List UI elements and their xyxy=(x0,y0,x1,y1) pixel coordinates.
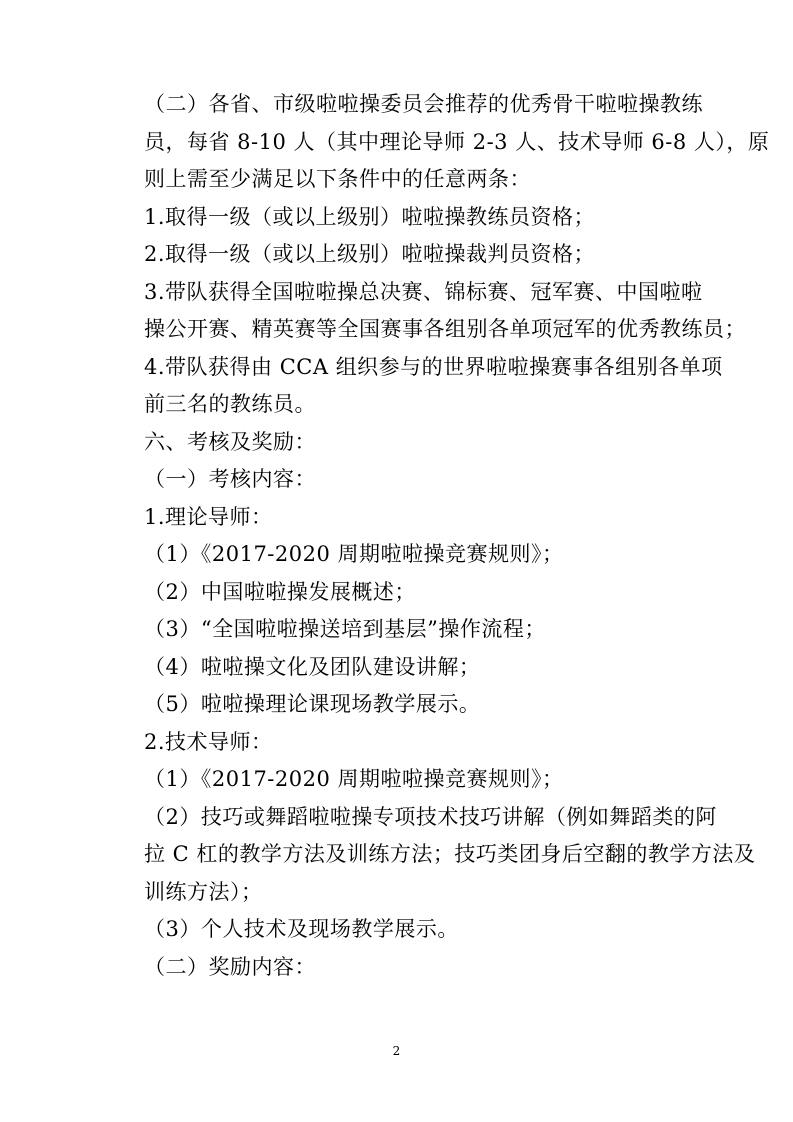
text-line: 1.取得一级（或以上级别）啦啦操教练员资格； xyxy=(144,204,596,229)
text-line: （5）啦啦操理论课现场教学展示。 xyxy=(144,692,481,716)
paragraph xyxy=(102,424,702,462)
text-line: 前三名的教练员。 xyxy=(144,392,316,416)
paragraph xyxy=(102,649,702,687)
text-line: （二）奖励内容： xyxy=(144,954,316,979)
paragraph xyxy=(102,949,702,987)
text-line: 2.取得一级（或以上级别）啦啦操裁判员资格； xyxy=(144,242,596,266)
text-line: （2）技巧或舞蹈啦啦操专项技术技巧讲解（例如舞蹈类的阿 xyxy=(144,804,717,829)
paragraph xyxy=(102,236,702,274)
text-line: 员，每省 8-10 人（其中理论导师 2-3 人、技术导师 6-8 人），原 xyxy=(144,129,770,154)
text-line: （2）中国啦啦操发展概述； xyxy=(144,579,416,604)
text-line: 1.理论导师： xyxy=(144,504,273,529)
text-line: （3）“全国啦啦操送培到基层”操作流程； xyxy=(144,617,546,641)
text-line: （4）啦啦操文化及团队建设讲解； xyxy=(144,654,481,679)
text-line: （1）《2017-2020 周期啦啦操竞赛规则》； xyxy=(144,542,564,566)
paragraph xyxy=(102,799,756,912)
paragraph xyxy=(102,274,746,349)
paragraph xyxy=(102,349,723,424)
text-line: 3.带队获得全国啦啦操总决赛、锦标赛、冠军赛、中国啦啦 xyxy=(144,279,703,304)
paragraph xyxy=(102,911,702,949)
text-line: 六、考核及奖励： xyxy=(144,429,316,454)
text-line: 则上需至少满足以下条件中的任意两条： xyxy=(144,167,531,191)
text-line: （3）个人技术及现场教学展示。 xyxy=(144,917,459,941)
paragraph xyxy=(102,686,702,724)
text-line: 训练方法）； xyxy=(144,879,263,904)
text-line: （一）考核内容： xyxy=(144,467,316,491)
text-line: 4.带队获得由 CCA 组织参与的世界啦啦操赛事各组别各单项 xyxy=(144,354,723,379)
paragraph xyxy=(102,461,702,499)
paragraph xyxy=(102,536,702,574)
document-body xyxy=(102,86,770,986)
paragraph xyxy=(102,199,702,237)
text-line: （二）各省、市级啦啦操委员会推荐的优秀骨干啦啦操教练 xyxy=(144,92,703,116)
paragraph xyxy=(102,611,702,649)
paragraph xyxy=(102,499,702,537)
page-number: 2 xyxy=(392,1044,401,1058)
text-line: 2.技术导师： xyxy=(144,729,273,754)
paragraph xyxy=(102,761,702,799)
paragraph xyxy=(102,574,702,612)
text-line: （1）《2017-2020 周期啦啦操竞赛规则》； xyxy=(144,767,564,791)
paragraph xyxy=(102,724,702,762)
paragraph xyxy=(102,86,770,199)
text-line: 操公开赛、精英赛等全国赛事各组别各单项冠军的优秀教练员； xyxy=(144,317,746,341)
text-line: 拉 C 杠的教学方法及训练方法；技巧类团身后空翻的教学方法及 xyxy=(144,842,756,866)
